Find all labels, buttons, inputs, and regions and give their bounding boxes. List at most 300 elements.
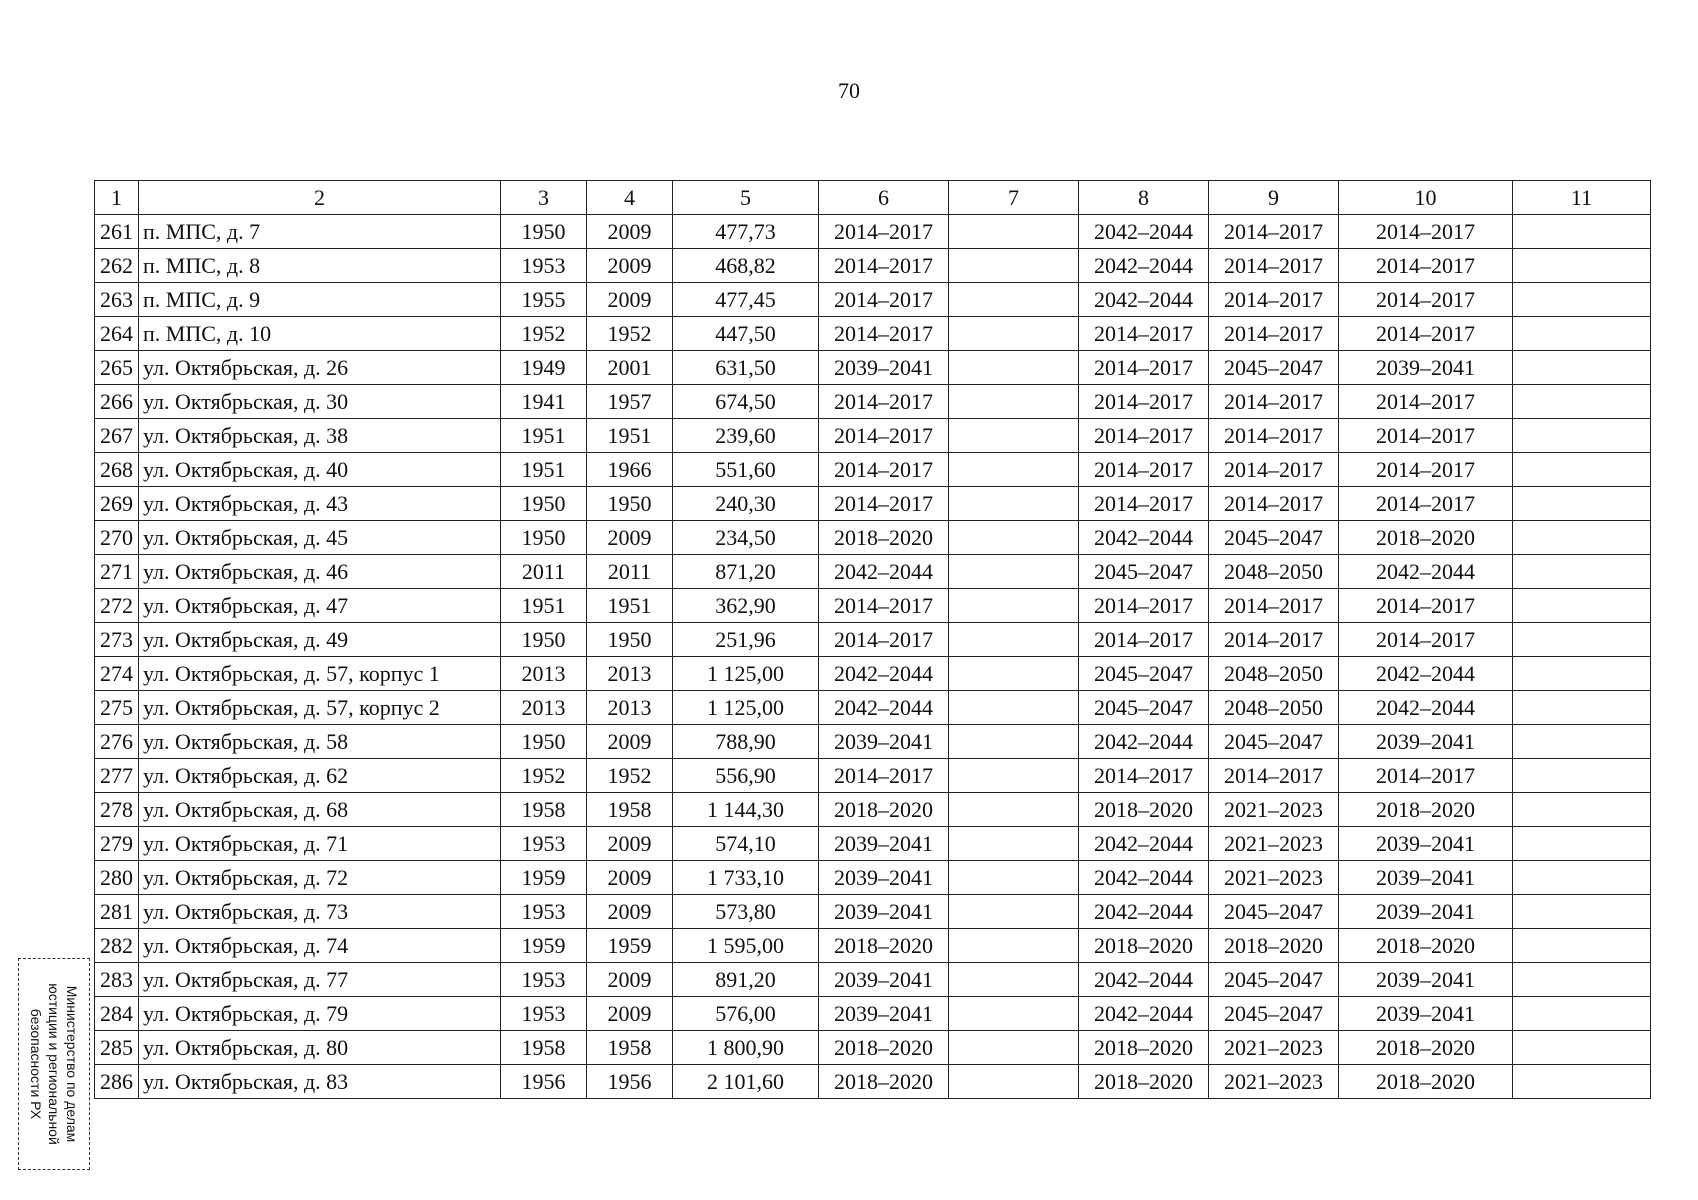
table-cell: п. МПС, д. 9 bbox=[139, 283, 501, 317]
table-cell: 2011 bbox=[587, 555, 673, 589]
table-cell bbox=[949, 215, 1079, 249]
table-cell: 2013 bbox=[501, 691, 587, 725]
table-cell: 2018–2020 bbox=[819, 1031, 949, 1065]
table-cell: 2014–2017 bbox=[1079, 589, 1209, 623]
table-cell: 1 800,90 bbox=[673, 1031, 819, 1065]
table-cell: 264 bbox=[95, 317, 139, 351]
table-cell: ул. Октябрьская, д. 77 bbox=[139, 963, 501, 997]
table-cell: 2039–2041 bbox=[1339, 997, 1513, 1031]
table-cell bbox=[1513, 895, 1651, 929]
table-cell: ул. Октябрьская, д. 73 bbox=[139, 895, 501, 929]
table-cell bbox=[949, 793, 1079, 827]
table-cell: 2014–2017 bbox=[1209, 215, 1339, 249]
table-cell: ул. Октябрьская, д. 57, корпус 1 bbox=[139, 657, 501, 691]
stamp-text bbox=[27, 964, 81, 1164]
table-cell: 2014–2017 bbox=[1209, 419, 1339, 453]
table-cell bbox=[949, 691, 1079, 725]
table-cell: 1959 bbox=[501, 861, 587, 895]
table-cell: 2045–2047 bbox=[1079, 691, 1209, 725]
table-cell: 2045–2047 bbox=[1209, 351, 1339, 385]
table-row bbox=[95, 453, 1651, 487]
page-number: 70 bbox=[838, 78, 860, 103]
table-cell bbox=[1513, 589, 1651, 623]
table-cell bbox=[1513, 657, 1651, 691]
table-cell: 2045–2047 bbox=[1209, 725, 1339, 759]
table-cell: 1951 bbox=[587, 419, 673, 453]
table-cell: 2042–2044 bbox=[1079, 521, 1209, 555]
table-cell: 891,20 bbox=[673, 963, 819, 997]
table-row bbox=[95, 283, 1651, 317]
table-cell: 1953 bbox=[501, 963, 587, 997]
table-cell: 362,90 bbox=[673, 589, 819, 623]
table-cell: 2018–2020 bbox=[819, 929, 949, 963]
table-cell: 239,60 bbox=[673, 419, 819, 453]
table-cell: 234,50 bbox=[673, 521, 819, 555]
table-cell: 2039–2041 bbox=[819, 997, 949, 1031]
table-cell bbox=[1513, 317, 1651, 351]
table-cell bbox=[1513, 725, 1651, 759]
table-cell bbox=[1513, 827, 1651, 861]
table-cell bbox=[1513, 419, 1651, 453]
table-cell: 2014–2017 bbox=[1339, 283, 1513, 317]
table-cell: ул. Октябрьская, д. 83 bbox=[139, 1065, 501, 1099]
table-cell bbox=[1513, 351, 1651, 385]
table-cell: 2045–2047 bbox=[1079, 555, 1209, 589]
table-cell: 1953 bbox=[501, 997, 587, 1031]
table-cell: 2018–2020 bbox=[1339, 1031, 1513, 1065]
table-cell: 1958 bbox=[587, 1031, 673, 1065]
table-cell: 2014–2017 bbox=[1339, 419, 1513, 453]
table-cell: 556,90 bbox=[673, 759, 819, 793]
table-cell: 276 bbox=[95, 725, 139, 759]
table-cell: 2042–2044 bbox=[819, 555, 949, 589]
table-row bbox=[95, 691, 1651, 725]
table-cell: 1950 bbox=[501, 623, 587, 657]
table-cell: 279 bbox=[95, 827, 139, 861]
table-cell: 1951 bbox=[587, 589, 673, 623]
table-cell: 574,10 bbox=[673, 827, 819, 861]
table-cell: 2014–2017 bbox=[1209, 385, 1339, 419]
table-cell: 2014–2017 bbox=[1209, 317, 1339, 351]
header-cell: 8 bbox=[1079, 181, 1209, 215]
table-cell: 1951 bbox=[501, 419, 587, 453]
table-cell: 2014–2017 bbox=[819, 249, 949, 283]
housing-registry-table bbox=[94, 180, 1651, 1099]
table-cell: 2014–2017 bbox=[819, 419, 949, 453]
table-cell bbox=[1513, 385, 1651, 419]
table-cell: 268 bbox=[95, 453, 139, 487]
table-cell: 2042–2044 bbox=[1079, 283, 1209, 317]
table-cell: ул. Октябрьская, д. 26 bbox=[139, 351, 501, 385]
table-cell bbox=[1513, 793, 1651, 827]
table-cell: 2013 bbox=[587, 691, 673, 725]
table-cell: 2014–2017 bbox=[819, 317, 949, 351]
table-cell bbox=[1513, 215, 1651, 249]
table-cell: 2045–2047 bbox=[1209, 895, 1339, 929]
table-row bbox=[95, 963, 1651, 997]
table-cell: 2018–2020 bbox=[1079, 1031, 1209, 1065]
table-cell: ул. Октябрьская, д. 79 bbox=[139, 997, 501, 1031]
table-cell: 2018–2020 bbox=[1079, 1065, 1209, 1099]
table-cell: 2014–2017 bbox=[819, 385, 949, 419]
table-cell: 1949 bbox=[501, 351, 587, 385]
table-cell bbox=[1513, 1065, 1651, 1099]
table-cell: 2042–2044 bbox=[1339, 657, 1513, 691]
table-cell: 281 bbox=[95, 895, 139, 929]
table-cell: 261 bbox=[95, 215, 139, 249]
table-cell: 269 bbox=[95, 487, 139, 521]
table-cell bbox=[949, 725, 1079, 759]
table-row bbox=[95, 215, 1651, 249]
table-cell: 2042–2044 bbox=[1339, 555, 1513, 589]
table-cell: п. МПС, д. 7 bbox=[139, 215, 501, 249]
table-cell: 2021–2023 bbox=[1209, 1031, 1339, 1065]
table-cell: ул. Октябрьская, д. 68 bbox=[139, 793, 501, 827]
table-cell: 1959 bbox=[501, 929, 587, 963]
table-cell: 2009 bbox=[587, 963, 673, 997]
table-cell bbox=[1513, 623, 1651, 657]
table-cell: 2009 bbox=[587, 895, 673, 929]
table-cell: 2018–2020 bbox=[1209, 929, 1339, 963]
table-cell: 2014–2017 bbox=[1209, 623, 1339, 657]
table-cell bbox=[1513, 283, 1651, 317]
table-row bbox=[95, 623, 1651, 657]
table-cell: 2042–2044 bbox=[819, 657, 949, 691]
table-cell: 2042–2044 bbox=[1079, 997, 1209, 1031]
header-cell: 10 bbox=[1339, 181, 1513, 215]
table-cell bbox=[1513, 249, 1651, 283]
table-cell: 2013 bbox=[501, 657, 587, 691]
table-cell: ул. Октябрьская, д. 57, корпус 2 bbox=[139, 691, 501, 725]
table-cell: 2021–2023 bbox=[1209, 793, 1339, 827]
table-cell: 1950 bbox=[501, 487, 587, 521]
table-cell: 2039–2041 bbox=[819, 861, 949, 895]
table-cell: п. МПС, д. 10 bbox=[139, 317, 501, 351]
table-cell: 1 125,00 bbox=[673, 691, 819, 725]
table-cell: 477,73 bbox=[673, 215, 819, 249]
table-cell: ул. Октябрьская, д. 47 bbox=[139, 589, 501, 623]
table-cell: ул. Октябрьская, д. 72 bbox=[139, 861, 501, 895]
table-cell: 674,50 bbox=[673, 385, 819, 419]
header-cell: 3 bbox=[501, 181, 587, 215]
table-cell: 2042–2044 bbox=[1079, 725, 1209, 759]
table-cell: 2039–2041 bbox=[819, 827, 949, 861]
table-cell: 2014–2017 bbox=[1079, 419, 1209, 453]
table-cell: 631,50 bbox=[673, 351, 819, 385]
table-row bbox=[95, 521, 1651, 555]
table-cell: 2014–2017 bbox=[1339, 317, 1513, 351]
stamp-line: Министерство по делам bbox=[64, 985, 80, 1143]
table-cell: 871,20 bbox=[673, 555, 819, 589]
table-cell: 1952 bbox=[587, 317, 673, 351]
table-cell: 2001 bbox=[587, 351, 673, 385]
table-cell: 273 bbox=[95, 623, 139, 657]
table-cell: 263 bbox=[95, 283, 139, 317]
table-cell: 2021–2023 bbox=[1209, 827, 1339, 861]
table-cell: ул. Октябрьская, д. 45 bbox=[139, 521, 501, 555]
table-cell bbox=[949, 317, 1079, 351]
table-cell bbox=[949, 249, 1079, 283]
table-cell: 2014–2017 bbox=[1209, 249, 1339, 283]
table-cell: 267 bbox=[95, 419, 139, 453]
table-cell: 2014–2017 bbox=[1209, 283, 1339, 317]
table-cell: 2014–2017 bbox=[1339, 215, 1513, 249]
table-cell: 1953 bbox=[501, 827, 587, 861]
table-cell: 2048–2050 bbox=[1209, 691, 1339, 725]
table-cell bbox=[1513, 555, 1651, 589]
table-cell: ул. Октябрьская, д. 40 bbox=[139, 453, 501, 487]
table-cell: 270 bbox=[95, 521, 139, 555]
table-cell bbox=[1513, 487, 1651, 521]
table-cell bbox=[949, 351, 1079, 385]
table-cell: 2 101,60 bbox=[673, 1065, 819, 1099]
table-row bbox=[95, 657, 1651, 691]
table-row bbox=[95, 317, 1651, 351]
table-cell: 278 bbox=[95, 793, 139, 827]
table-row bbox=[95, 351, 1651, 385]
table-cell: 2014–2017 bbox=[1079, 453, 1209, 487]
table-cell: 576,00 bbox=[673, 997, 819, 1031]
table-row bbox=[95, 249, 1651, 283]
header-cell: 6 bbox=[819, 181, 949, 215]
table-cell: 1956 bbox=[501, 1065, 587, 1099]
table-cell: 2014–2017 bbox=[819, 589, 949, 623]
table-cell: 2042–2044 bbox=[1079, 827, 1209, 861]
table-cell bbox=[949, 759, 1079, 793]
table-cell: 2042–2044 bbox=[1339, 691, 1513, 725]
table-cell: 2042–2044 bbox=[1079, 895, 1209, 929]
table-cell: 1956 bbox=[587, 1065, 673, 1099]
table-cell: 2039–2041 bbox=[1339, 861, 1513, 895]
table-cell: 2014–2017 bbox=[819, 283, 949, 317]
table-cell: 2014–2017 bbox=[819, 759, 949, 793]
table-cell: 468,82 bbox=[673, 249, 819, 283]
table-cell: 2011 bbox=[501, 555, 587, 589]
table-cell: 2014–2017 bbox=[1079, 385, 1209, 419]
table-cell: 2018–2020 bbox=[1339, 793, 1513, 827]
table-cell: 272 bbox=[95, 589, 139, 623]
stamp-line: безопасности РХ bbox=[28, 1008, 44, 1120]
table-cell: 1 125,00 bbox=[673, 657, 819, 691]
table-cell: 2014–2017 bbox=[1209, 487, 1339, 521]
table-cell: 2014–2017 bbox=[1339, 623, 1513, 657]
table-cell bbox=[1513, 861, 1651, 895]
table-cell: 2018–2020 bbox=[1339, 929, 1513, 963]
table-cell: 2014–2017 bbox=[1209, 453, 1339, 487]
table-cell: 1951 bbox=[501, 589, 587, 623]
table-cell bbox=[949, 555, 1079, 589]
table-cell bbox=[1513, 521, 1651, 555]
table-cell: 2014–2017 bbox=[1079, 759, 1209, 793]
table-cell bbox=[1513, 997, 1651, 1031]
table-cell: 1 144,30 bbox=[673, 793, 819, 827]
header-cell: 7 bbox=[949, 181, 1079, 215]
table-cell: 2014–2017 bbox=[1079, 317, 1209, 351]
table-cell: 2039–2041 bbox=[819, 895, 949, 929]
table-cell: 2014–2017 bbox=[1339, 487, 1513, 521]
table-cell: 1950 bbox=[501, 521, 587, 555]
table-cell bbox=[949, 861, 1079, 895]
table-cell: 2014–2017 bbox=[1209, 589, 1339, 623]
table-cell bbox=[949, 521, 1079, 555]
table-cell: ул. Октябрьская, д. 43 bbox=[139, 487, 501, 521]
table-cell bbox=[949, 1031, 1079, 1065]
table-cell: 2014–2017 bbox=[1339, 249, 1513, 283]
table-cell: 1 595,00 bbox=[673, 929, 819, 963]
table-cell: 2014–2017 bbox=[819, 623, 949, 657]
table-cell: 283 bbox=[95, 963, 139, 997]
header-cell: 1 bbox=[95, 181, 139, 215]
table-row bbox=[95, 861, 1651, 895]
table-cell: 2014–2017 bbox=[1079, 623, 1209, 657]
table-cell bbox=[949, 827, 1079, 861]
table-cell: 2014–2017 bbox=[1339, 385, 1513, 419]
table-cell: 551,60 bbox=[673, 453, 819, 487]
table-cell: 2018–2020 bbox=[819, 793, 949, 827]
header-cell: 5 bbox=[673, 181, 819, 215]
table-cell: 286 bbox=[95, 1065, 139, 1099]
table-cell: 1952 bbox=[501, 317, 587, 351]
table-cell bbox=[1513, 929, 1651, 963]
table-row bbox=[95, 1031, 1651, 1065]
table-cell bbox=[949, 453, 1079, 487]
table-cell bbox=[949, 419, 1079, 453]
table-cell: 277 bbox=[95, 759, 139, 793]
table-cell bbox=[949, 487, 1079, 521]
table-cell: 2048–2050 bbox=[1209, 555, 1339, 589]
table-cell: 2018–2020 bbox=[1079, 793, 1209, 827]
table-row bbox=[95, 589, 1651, 623]
table-cell: 2014–2017 bbox=[819, 487, 949, 521]
table-cell: ул. Октябрьская, д. 74 bbox=[139, 929, 501, 963]
table-row bbox=[95, 555, 1651, 589]
table-cell: 2039–2041 bbox=[1339, 725, 1513, 759]
table-row bbox=[95, 1065, 1651, 1099]
table-body bbox=[95, 215, 1651, 1099]
table-cell: ул. Октябрьская, д. 46 bbox=[139, 555, 501, 589]
table-cell: 1952 bbox=[501, 759, 587, 793]
table-cell: 2009 bbox=[587, 997, 673, 1031]
table-cell bbox=[949, 657, 1079, 691]
table-cell: 280 bbox=[95, 861, 139, 895]
table-row bbox=[95, 385, 1651, 419]
table-cell bbox=[949, 385, 1079, 419]
table-row bbox=[95, 997, 1651, 1031]
table-cell: 274 bbox=[95, 657, 139, 691]
table-cell: ул. Октябрьская, д. 58 bbox=[139, 725, 501, 759]
table-cell: 2039–2041 bbox=[819, 963, 949, 997]
table-cell: 2039–2041 bbox=[819, 351, 949, 385]
table-row bbox=[95, 827, 1651, 861]
table-cell: 2042–2044 bbox=[1079, 861, 1209, 895]
table-cell: 2042–2044 bbox=[1079, 215, 1209, 249]
table-cell bbox=[1513, 691, 1651, 725]
table-cell: 2009 bbox=[587, 283, 673, 317]
table-cell: 1951 bbox=[501, 453, 587, 487]
table-cell: 1955 bbox=[501, 283, 587, 317]
table-cell: 2045–2047 bbox=[1209, 521, 1339, 555]
table-cell: 284 bbox=[95, 997, 139, 1031]
table-cell: 2014–2017 bbox=[1339, 589, 1513, 623]
table-cell: 2039–2041 bbox=[1339, 827, 1513, 861]
table-cell: 2048–2050 bbox=[1209, 657, 1339, 691]
table-cell: ул. Октябрьская, д. 62 bbox=[139, 759, 501, 793]
table-cell bbox=[949, 623, 1079, 657]
table-cell bbox=[949, 997, 1079, 1031]
table-row bbox=[95, 759, 1651, 793]
table-cell: 2009 bbox=[587, 725, 673, 759]
table-cell: 2018–2020 bbox=[819, 521, 949, 555]
table-cell: 262 bbox=[95, 249, 139, 283]
table-cell bbox=[949, 963, 1079, 997]
table-cell bbox=[1513, 963, 1651, 997]
table-cell: ул. Октябрьская, д. 71 bbox=[139, 827, 501, 861]
table-cell: 271 bbox=[95, 555, 139, 589]
table-cell: 2018–2020 bbox=[819, 1065, 949, 1099]
table-cell: ул. Октябрьская, д. 38 bbox=[139, 419, 501, 453]
header-cell: 11 bbox=[1513, 181, 1651, 215]
table-cell: 1 733,10 bbox=[673, 861, 819, 895]
table-cell: 2045–2047 bbox=[1209, 997, 1339, 1031]
table-cell: ул. Октябрьская, д. 80 bbox=[139, 1031, 501, 1065]
table-cell: 1952 bbox=[587, 759, 673, 793]
table-row bbox=[95, 725, 1651, 759]
ministry-stamp bbox=[18, 958, 90, 1170]
table-cell: 2042–2044 bbox=[1079, 249, 1209, 283]
header-cell: 4 bbox=[587, 181, 673, 215]
table-cell: 251,96 bbox=[673, 623, 819, 657]
stamp-line: юстиции и региональной bbox=[46, 983, 62, 1145]
table-cell: 2014–2017 bbox=[819, 453, 949, 487]
table-cell: 2018–2020 bbox=[1079, 929, 1209, 963]
header-cell: 2 bbox=[139, 181, 501, 215]
table-cell: 1958 bbox=[587, 793, 673, 827]
table-cell: 2021–2023 bbox=[1209, 861, 1339, 895]
table-cell: п. МПС, д. 8 bbox=[139, 249, 501, 283]
table-cell: 2021–2023 bbox=[1209, 1065, 1339, 1099]
table-cell: ул. Октябрьская, д. 49 bbox=[139, 623, 501, 657]
table-cell: 2042–2044 bbox=[819, 691, 949, 725]
table-cell: 1953 bbox=[501, 895, 587, 929]
table-cell: 1957 bbox=[587, 385, 673, 419]
table-cell: 2018–2020 bbox=[1339, 521, 1513, 555]
table-cell: 1953 bbox=[501, 249, 587, 283]
header-cell: 9 bbox=[1209, 181, 1339, 215]
table-cell: 1950 bbox=[587, 623, 673, 657]
table-cell: 2018–2020 bbox=[1339, 1065, 1513, 1099]
table-cell: 1958 bbox=[501, 793, 587, 827]
table-cell bbox=[949, 589, 1079, 623]
table-cell: 2014–2017 bbox=[1339, 759, 1513, 793]
table-cell: 2009 bbox=[587, 861, 673, 895]
table-cell: 1950 bbox=[501, 215, 587, 249]
table-cell bbox=[1513, 759, 1651, 793]
table-cell: 2039–2041 bbox=[1339, 895, 1513, 929]
table-cell: 266 bbox=[95, 385, 139, 419]
table-row bbox=[95, 419, 1651, 453]
table-cell: 240,30 bbox=[673, 487, 819, 521]
table-cell: 1966 bbox=[587, 453, 673, 487]
table-row bbox=[95, 929, 1651, 963]
table-cell: 265 bbox=[95, 351, 139, 385]
table-cell: 573,80 bbox=[673, 895, 819, 929]
table-cell: 1950 bbox=[587, 487, 673, 521]
table-cell: ул. Октябрьская, д. 30 bbox=[139, 385, 501, 419]
table-row bbox=[95, 793, 1651, 827]
table-cell: 2009 bbox=[587, 521, 673, 555]
table-cell: 2014–2017 bbox=[1209, 759, 1339, 793]
table-cell bbox=[949, 1065, 1079, 1099]
